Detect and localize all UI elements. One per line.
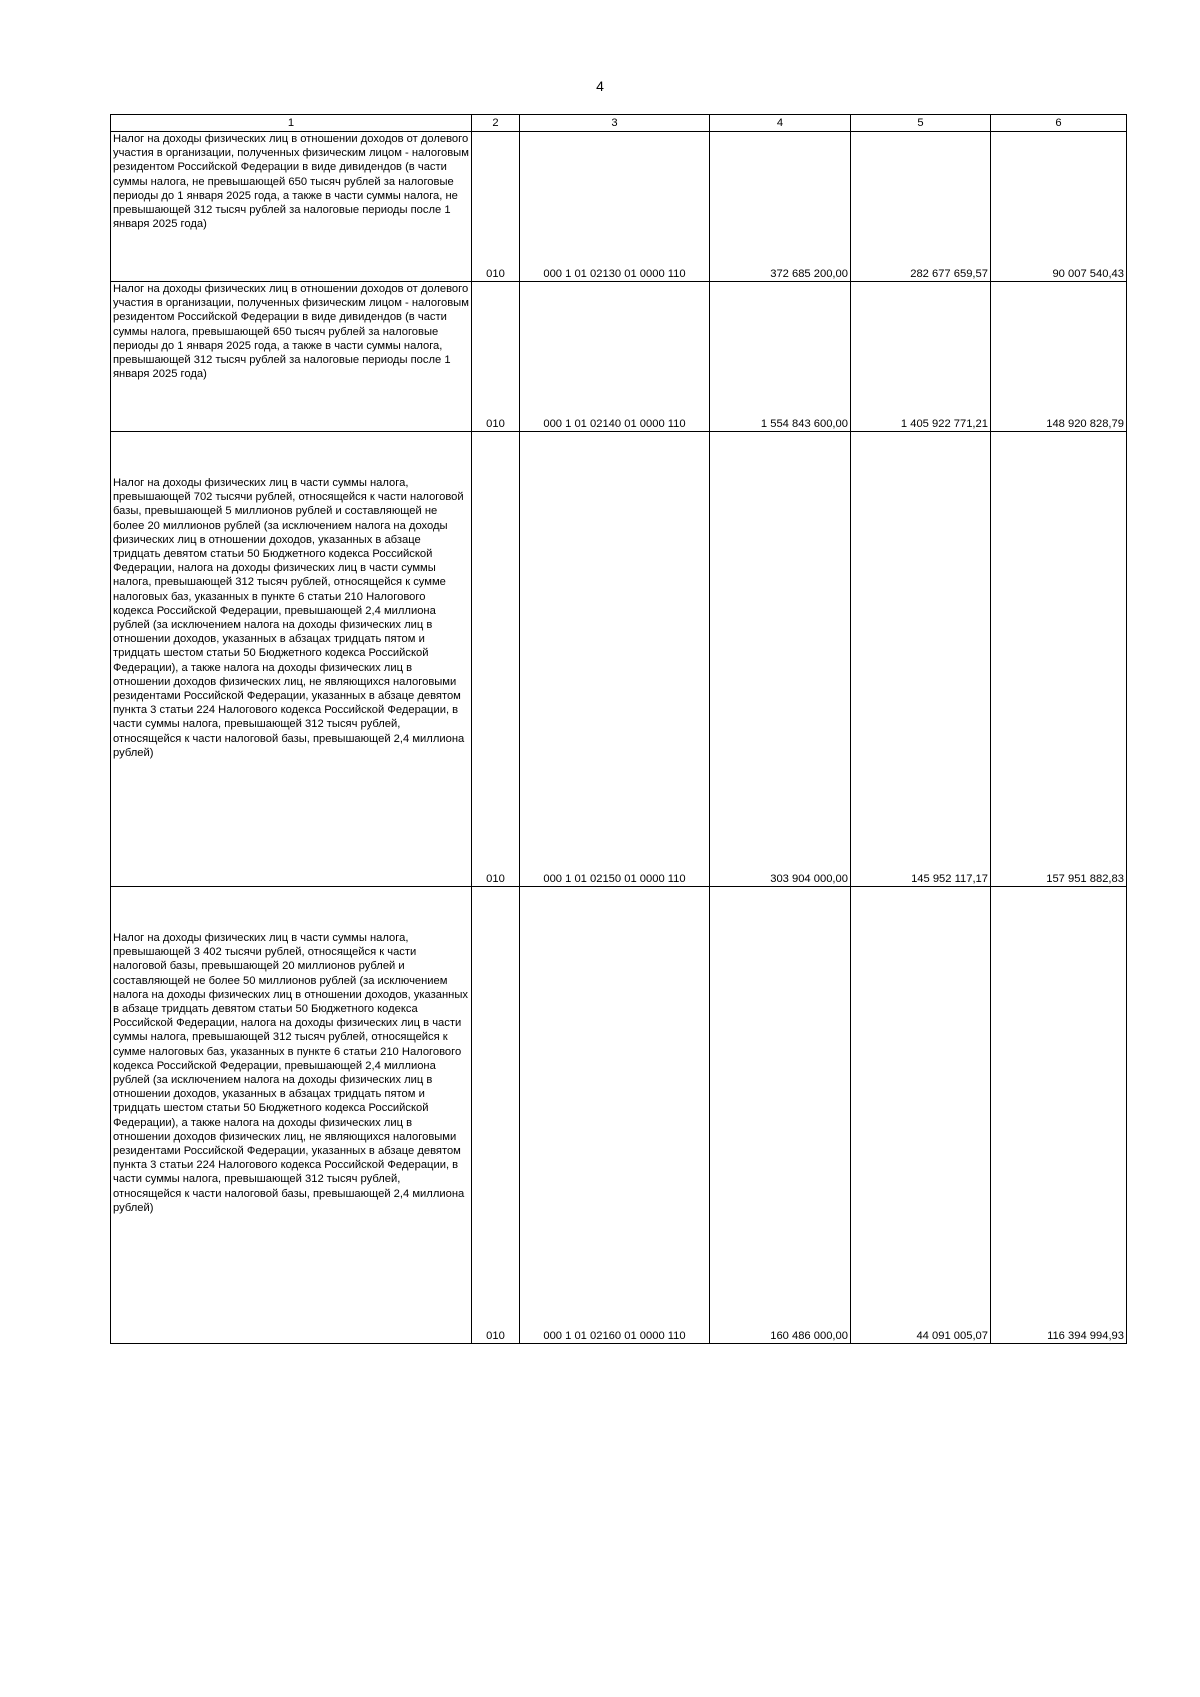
row-col6-value: 116 394 994,93 bbox=[991, 887, 1127, 1344]
row-description: Налог на доходы физических лиц в части суммы налога, превышающей 3 402 тысячи рублей, относящейся к части налоговой базы, превышающей 20 миллионов рублей и составляющей не более 50 миллионов рублей (за исключением налога на доходы физических лиц в отношении доходов, указанных в абзаце тридцать девятом статьи 50 Бюджетного кодекса Российской Федерации, налога на доходы физических лиц в части суммы налога, превышающей 312 тысяч рублей, относящейся к сумме налоговых баз, указанных в пункте 6 статьи 210 Налогового кодекса Российской Федерации, превышающей 2,4 миллиона рублей (за исключением налога на доходы физических лиц в отношении доходов, указанных в абзацах тридцать пятом и тридцать шестом статьи 50 Бюджетного кодекса Российской Федерации), а также налога на доходы физических лиц в отношении доходов физических лиц, не являющихся налоговыми резидентами Российской Федерации, указанных в абзаце девятом пункта 3 статьи 224 Налогового кодекса Российской Федерации, в части суммы налога, превышающей 312 тысяч рублей, относящейся к части налоговой базы, превышающей 2,4 миллиона рублей) bbox=[111, 887, 472, 1344]
row-description: Налог на доходы физических лиц в отношении доходов от долевого участия в организации, полученных физическим лицом - налоговым резидентом Российской Федерации в виде дивидендов (в части суммы налога, превышающей 650 тысяч рублей за налоговые периоды до 1 января 2025 года, а также в части суммы налога, превышающей 312 тысяч рублей за налоговые периоды после 1 января 2025 года) bbox=[111, 282, 472, 432]
column-header-1: 1 bbox=[111, 115, 472, 132]
table-row bbox=[111, 132, 1127, 282]
row-col4-value: 160 486 000,00 bbox=[710, 887, 851, 1344]
row-line-code: 010 bbox=[472, 282, 520, 432]
row-col5-value: 145 952 117,17 bbox=[851, 432, 991, 887]
table-row bbox=[111, 432, 1127, 887]
table-row bbox=[111, 887, 1127, 1344]
row-budget-code: 000 1 01 02130 01 0000 110 bbox=[520, 132, 710, 282]
row-col6-value: 148 920 828,79 bbox=[991, 282, 1127, 432]
row-col4-value: 303 904 000,00 bbox=[710, 432, 851, 887]
row-col5-value: 1 405 922 771,21 bbox=[851, 282, 991, 432]
table-row bbox=[111, 282, 1127, 432]
row-col6-value: 157 951 882,83 bbox=[991, 432, 1127, 887]
revenue-table bbox=[110, 114, 1127, 1344]
row-budget-code: 000 1 01 02150 01 0000 110 bbox=[520, 432, 710, 887]
column-header-3: 3 bbox=[520, 115, 710, 132]
row-col6-value: 90 007 540,43 bbox=[991, 132, 1127, 282]
row-col4-value: 372 685 200,00 bbox=[710, 132, 851, 282]
row-col5-value: 44 091 005,07 bbox=[851, 887, 991, 1344]
row-col5-value: 282 677 659,57 bbox=[851, 132, 991, 282]
row-description: Налог на доходы физических лиц в части суммы налога, превышающей 702 тысячи рублей, относящейся к части налоговой базы, превышающей 5 миллионов рублей и составляющей не более 20 миллионов рублей (за исключением налога на доходы физических лиц в отношении доходов, указанных в абзаце тридцать девятом статьи 50 Бюджетного кодекса Российской Федерации, налога на доходы физических лиц в части суммы налога, превышающей 312 тысяч рублей, относящейся к сумме налоговых баз, указанных в пункте 6 статьи 210 Налогового кодекса Российской Федерации, превышающей 2,4 миллиона рублей (за исключением налога на доходы физических лиц в отношении доходов, указанных в абзацах тридцать пятом и тридцать шестом статьи 50 Бюджетного кодекса Российской Федерации), а также налога на доходы физических лиц в отношении доходов физических лиц, не являющихся налоговыми резидентами Российской Федерации, указанных в абзаце девятом пункта 3 статьи 224 Налогового кодекса Российской Федерации, в части суммы налога, превышающей 312 тысяч рублей, относящейся к части налоговой базы, превышающей 2,4 миллиона рублей) bbox=[111, 432, 472, 887]
row-col4-value: 1 554 843 600,00 bbox=[710, 282, 851, 432]
column-header-4: 4 bbox=[710, 115, 851, 132]
row-description: Налог на доходы физических лиц в отношении доходов от долевого участия в организации, полученных физическим лицом - налоговым резидентом Российской Федерации в виде дивидендов (в части суммы налога, не превышающей 650 тысяч рублей за налоговые периоды до 1 января 2025 года, а также в части суммы налога, не превышающей 312 тысяч рублей за налоговые периоды после 1 января 2025 года) bbox=[111, 132, 472, 282]
row-line-code: 010 bbox=[472, 887, 520, 1344]
row-budget-code: 000 1 01 02140 01 0000 110 bbox=[520, 282, 710, 432]
column-header-5: 5 bbox=[851, 115, 991, 132]
page-number: 4 bbox=[596, 78, 604, 94]
row-line-code: 010 bbox=[472, 132, 520, 282]
row-line-code: 010 bbox=[472, 432, 520, 887]
column-header-6: 6 bbox=[991, 115, 1127, 132]
table-header-row bbox=[111, 115, 1127, 132]
column-header-2: 2 bbox=[472, 115, 520, 132]
row-budget-code: 000 1 01 02160 01 0000 110 bbox=[520, 887, 710, 1344]
